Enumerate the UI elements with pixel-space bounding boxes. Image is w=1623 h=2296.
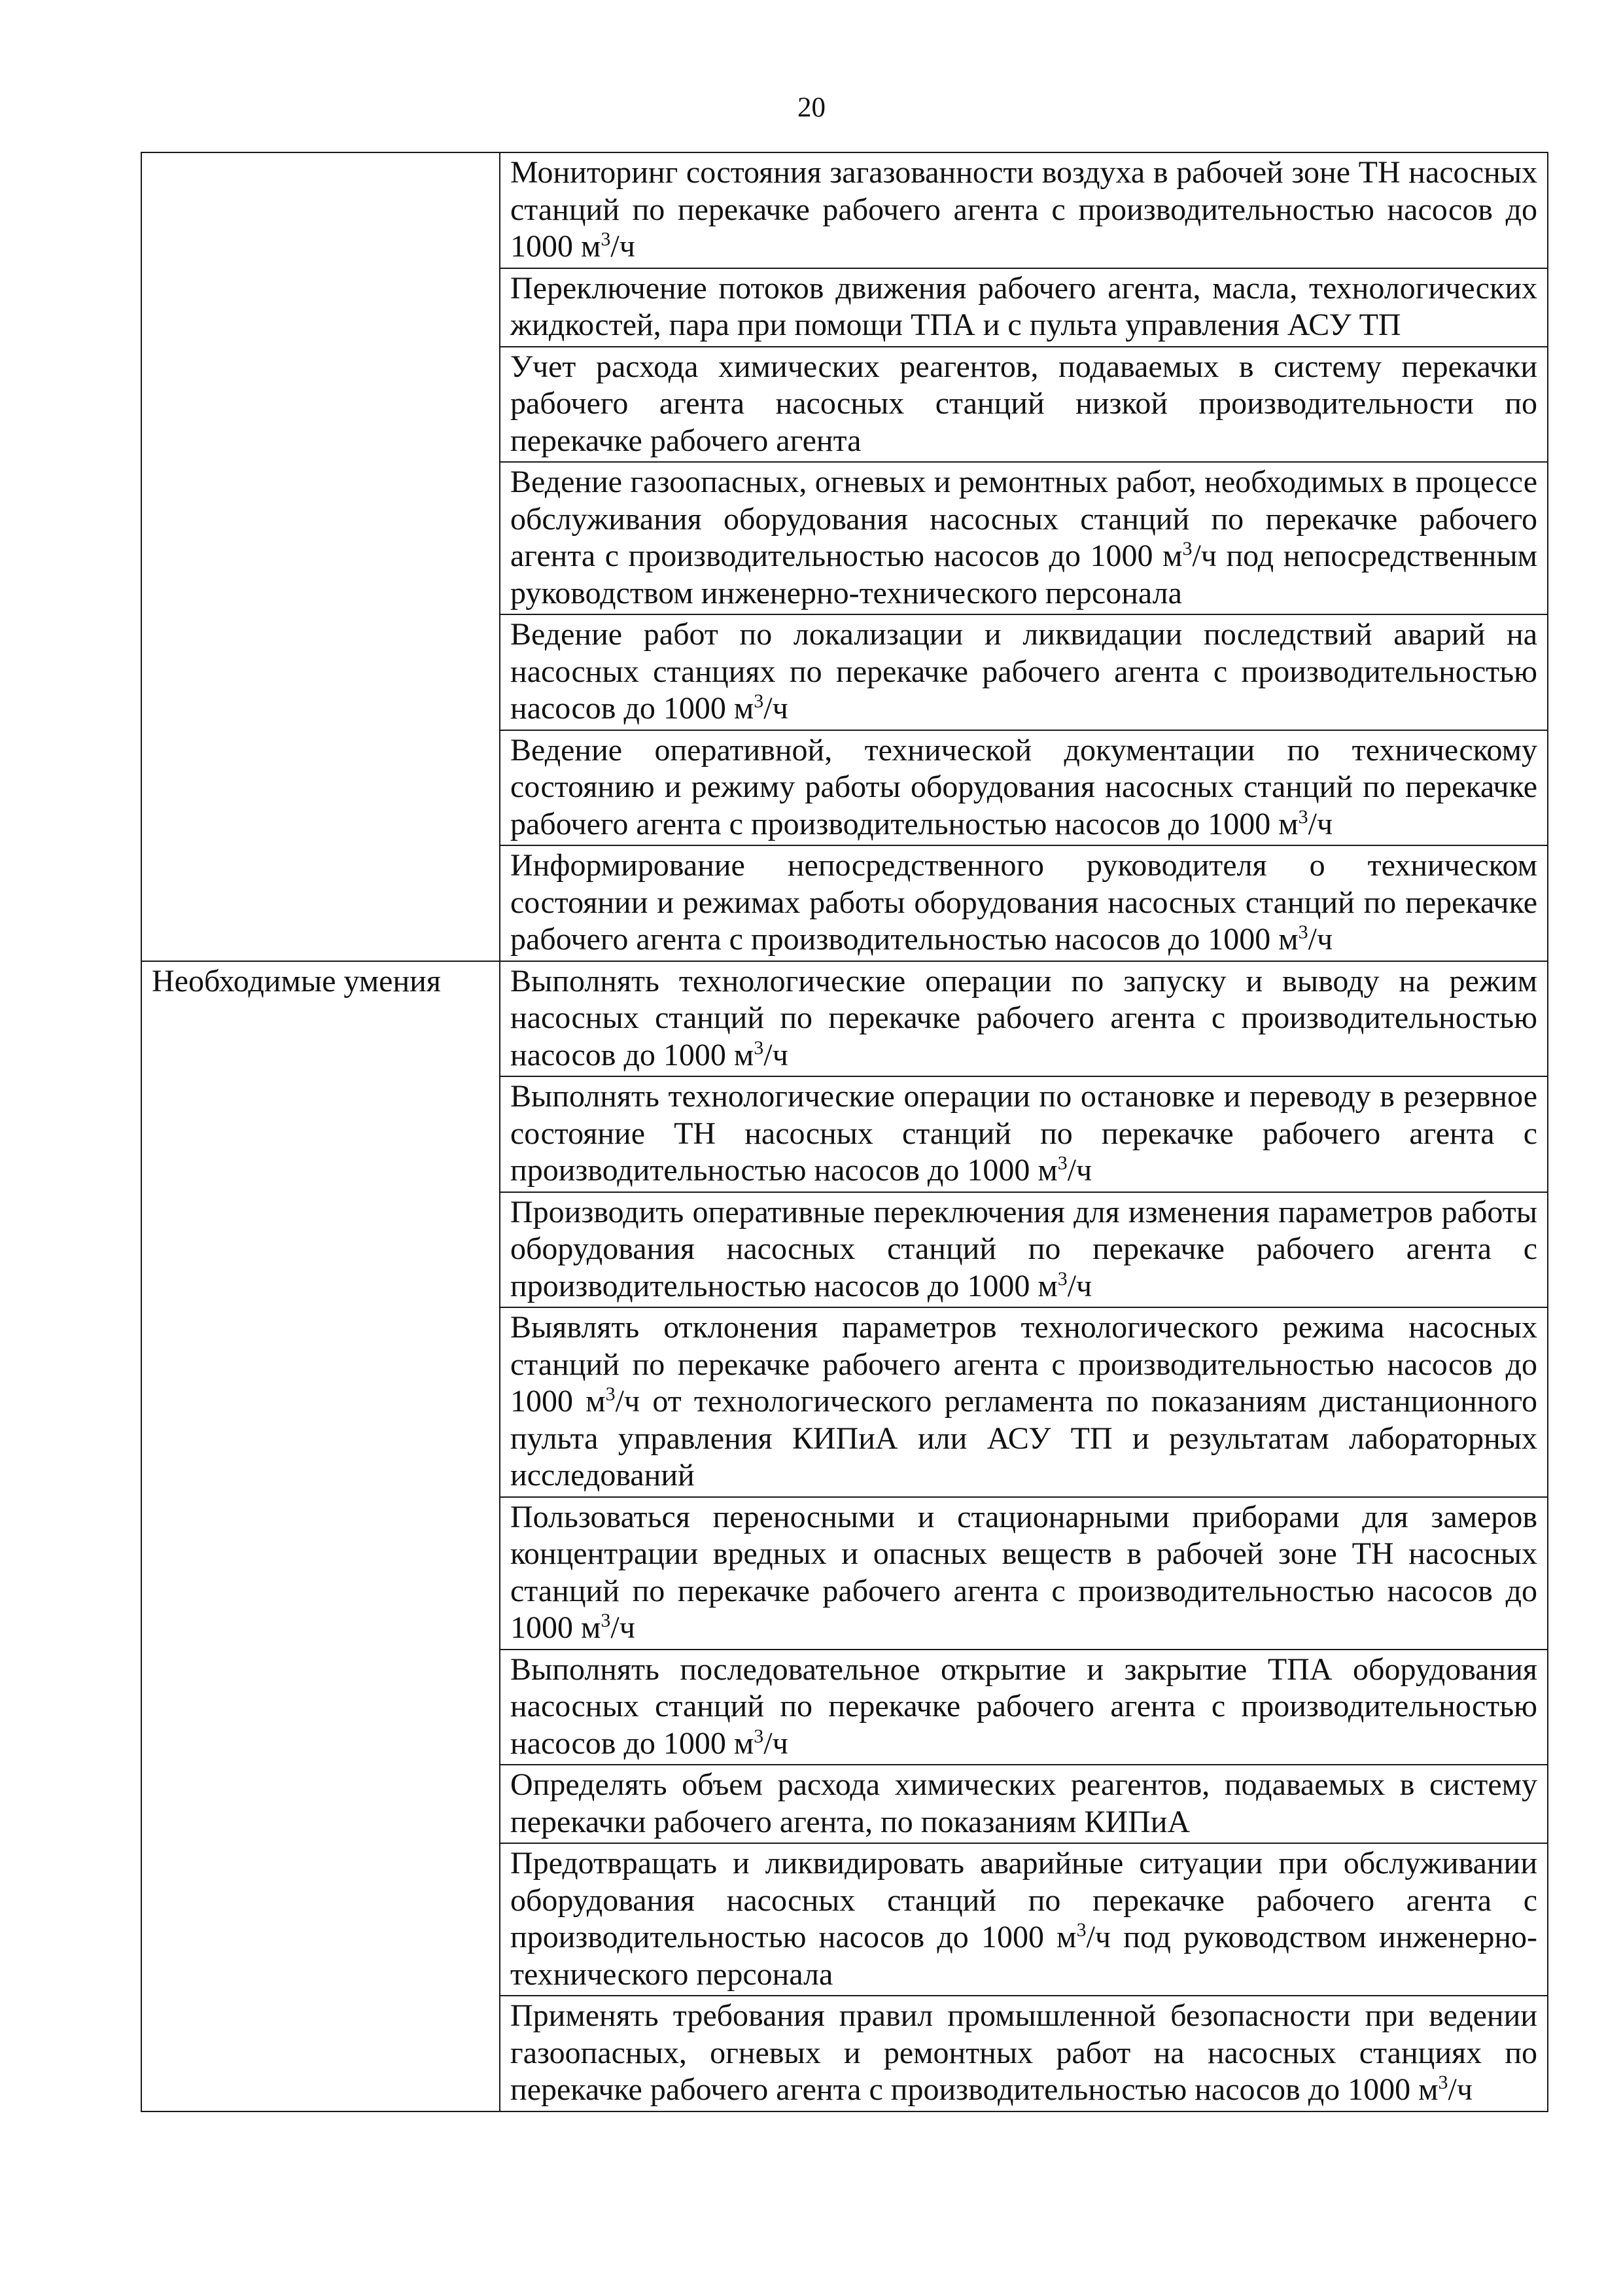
page-number: 20 [797, 92, 826, 123]
list-item: Пользоваться переносными и стационарными приборами для замеров концентрации вредных и опасных веществ в рабочей зоне ТН насосных станций по перекачке рабочего агента с производительностью насосов до 1000 $м^3/ч$ [500, 1497, 1548, 1650]
list-item: Ведение работ по локализации и ликвидации последствий аварий на насосных станциях по перекачке рабочего агента с производительностью насосов до 1000 $м^3/ч$ [500, 614, 1548, 730]
list-item: Выявлять отклонения параметров технологического режима насосных станций по перекачке рабочего агента с производительностью насосов до 1000 $м^3/ч$ от технологического регламента по показаниям дистанционного пульта управления КИПиА или АСУ ТП и результатам лабораторных исследований [500, 1307, 1548, 1497]
list-item: Информирование непосредственного руководителя о техническом состоянии и режимах работы оборудования насосных станций по перекачке рабочего агента с производительностью насосов до 1000 $м^3/ч$ [500, 845, 1548, 961]
list-item: Переключение потоков движения рабочего агента, масла, технологических жидкостей, пара при помощи ТПА и с пульта управления АСУ ТП [500, 268, 1548, 347]
list-item: Выполнять технологические операции по запуску и выводу на режим насосных станций по перекачке рабочего агента с производительностью насосов до 1000 $м^3/ч$ [500, 961, 1548, 1077]
list-item: Мониторинг состояния загазованности воздуха в рабочей зоне ТН насосных станций по перекачке рабочего агента с производительностью насосов до 1000 $м^3/ч$ [500, 152, 1548, 268]
list-item: Предотвращать и ликвидировать аварийные ситуации при обслуживании оборудования насосных станций по перекачке рабочего агента с производительностью насосов до 1000 $м^3/ч$ под руководством инженерно-технического персонала [500, 1843, 1548, 1996]
list-item: Выполнять технологические операции по остановке и переводу в резервное состояние ТН насосных станций по перекачке рабочего агента с производительностью насосов до 1000 $м^3/ч$ [500, 1076, 1548, 1192]
table-row [141, 961, 1548, 1077]
list-item: Ведение оперативной, технической документации по техническому состоянию и режиму работы оборудования насосных станций по перекачке рабочего агента с производительностью насосов до 1000 $м^3/ч$ [500, 730, 1548, 846]
requirements-table [141, 152, 1548, 2112]
list-item: Определять объем расхода химических реагентов, подаваемых в систему перекачки рабочего агента, по показаниям КИПиА [500, 1765, 1548, 1843]
list-item: Производить оперативные переключения для изменения параметров работы оборудования насосных станций по перекачке рабочего агента с производительностью насосов до 1000 $м^3/ч$ [500, 1192, 1548, 1308]
section-label [141, 152, 500, 961]
section-label: Необходимые умения [141, 961, 500, 2111]
list-item: Ведение газоопасных, огневых и ремонтных работ, необходимых в процессе обслуживания оборудования насосных станций по перекачке рабочего агента с производительностью насосов до 1000 $м^3/ч$ под непосредственным руководством инженерно-технического персонала [500, 462, 1548, 614]
table-row [141, 152, 1548, 268]
list-item: Выполнять последовательное открытие и закрытие ТПА оборудования насосных станций по перекачке рабочего агента с производительностью насосов до 1000 $м^3/ч$ [500, 1650, 1548, 1765]
list-item: Учет расхода химических реагентов, подаваемых в систему перекачки рабочего агента насосных станций низкой производительности по перекачке рабочего агента [500, 347, 1548, 463]
list-item: Применять требования правил промышленной безопасности при ведении газоопасных, огневых и ремонтных работ на насосных станциях по перекачке рабочего агента с производительностью насосов до 1000 $м^3/ч$ [500, 1996, 1548, 2111]
